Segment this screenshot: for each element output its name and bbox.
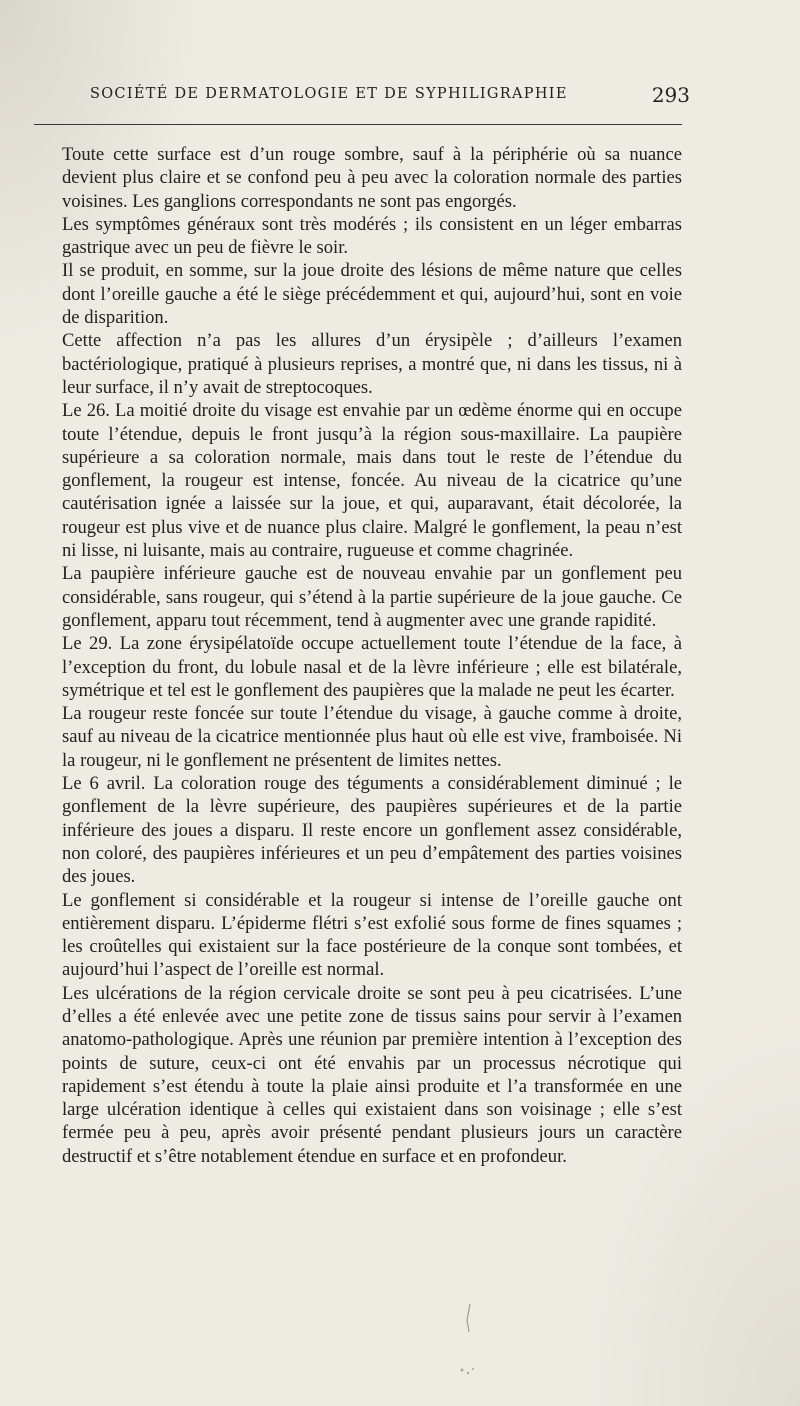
paragraph: Cette affection n’a pas les allures d’un érysipèle ; d’ailleurs l’examen bactériologique, pratiqué à plusieurs reprises, a montré que, ni dans les tissus, ni à leur surface, il n’y avait de streptocoques. (62, 330, 682, 398)
running-title: SOCIÉTÉ DE DERMATOLOGIE ET DE SYPHILIGRAPHIE (90, 86, 568, 102)
paragraph: Le 26. La moitié droite du visage est envahie par un œdème énorme qui en occupe toute l’étendue, depuis le front jusqu’à la région sous-maxillaire. La paupière supérieure a sa coloration normale, mais dans tout le reste de l’étendue du gonflement, la rougeur est intense, foncée. Au niveau de la cicatrice qu’une cautérisation ignée a laissée sur la joue, et qui, auparavant, était décolorée, la rougeur est plus vive et de nuance plus claire. Malgré le gonflement, la peau n’est ni lisse, ni luisante, mais au contraire, rugueuse et comme chagrinée. (62, 400, 682, 562)
paragraph: La rougeur reste foncée sur toute l’étendue du visage, à gauche comme à droite, sauf au niveau de la cicatrice mentionnée plus haut où elle est vive, framboisée. Ni la rougeur, ni le gonflement ne présentent de limites nettes. (62, 703, 682, 771)
header-rule (34, 124, 682, 125)
paragraph: Les symptômes généraux sont très modérés ; ils consistent en un léger embarras gastrique avec un peu de fièvre le soir. (62, 213, 682, 259)
paragraph: Toute cette surface est d’un rouge sombre, sauf à la périphérie où sa nuance devient plus claire et se confond peu à peu avec la coloration normale des parties voisines. Les ganglions correspondants ne sont pas engorgés. (62, 144, 682, 212)
paragraph: Il se produit, en somme, sur la joue droite des lésions de même nature que celles dont l’oreille gauche a été le siège précédemment et qui, aujourd’hui, sont en voie de disparition. (62, 260, 682, 329)
paragraph: Le gonflement si considérable et la rougeur si intense de l’oreille gauche ont entièrement disparu. L’épiderme flétri s’est exfolié sous forme de fines squames ; les croûtelles qui existaient sur la face postérieure de la conque sont tombées, et aujourd’hui l’aspect de l’oreille est normal. (62, 889, 682, 981)
body-text (62, 143, 682, 1168)
page-header (90, 83, 690, 112)
paragraph: Les ulcérations de la région cervicale droite se sont peu à peu cicatrisées. L’une d’elles a été enlevée avec une petite zone de tissus sains pour servir à l’examen anatomo-pathologique. Après une réunion par première intention à l’exception des points de suture, ceux-ci ont été envahis par un processus nécrotique qui rapidement s’est étendu à toute la plaie ainsi produite et l’a transformée en une large ulcération identique à celles qui existaient dans son voisinage ; elle s’est fermée peu à peu, après avoir présenté pendant plusieurs jours un caractère destructif et s’être notablement étendue en surface et en profondeur. (62, 982, 682, 1167)
paragraph: Le 29. La zone érysipélatoïde occupe actuellement toute l’étendue de la face, à l’exception du front, du lobule nasal et de la lèvre inférieure ; elle est bilatérale, symétrique et tel est le gonflement des paupières que la malade ne peut les écarter. (62, 633, 682, 701)
page-number: 293 (651, 83, 690, 107)
paragraph: La paupière inférieure gauche est de nouveau envahie par un gonflement peu considérable, sans rougeur, qui s’étend à la partie supérieure de la joue gauche. Ce gonflement, apparu tout récemment, tend à augmenter avec une grande rapidité. (62, 563, 682, 631)
ink-smudge (448, 1300, 488, 1390)
paragraph: Le 6 avril. La coloration rouge des téguments a considérablement diminué ; le gonflement de la lèvre supérieure, des paupières supérieures et de la partie inférieure des joues a disparu. Il reste encore un gonflement assez considérable, non coloré, des paupières inférieures et un peu d’empâtement des parties voisines des joues. (62, 773, 682, 888)
